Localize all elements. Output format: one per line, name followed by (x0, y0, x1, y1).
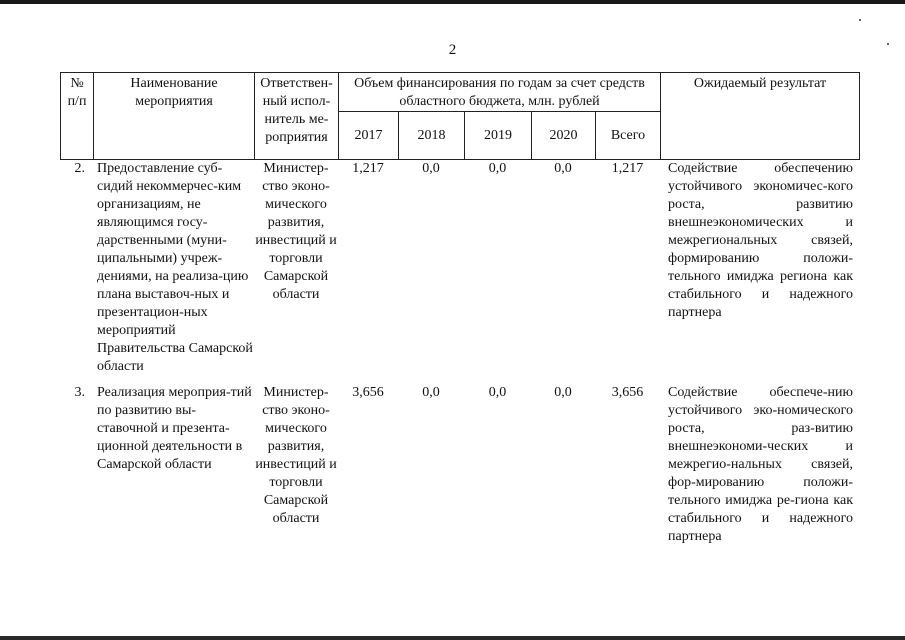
row-number: 2. (74, 161, 85, 176)
table-row (60, 384, 859, 546)
header-year-2019: 2019 (465, 112, 532, 160)
row-value-2017: 3,656 (352, 385, 384, 400)
table-header (60, 72, 860, 160)
header-total: Всего (596, 112, 661, 160)
row-result: Содействие обеспечению устойчивого экономичес-кого роста, развитию внешнеэкономических и межрегиональных связей, формированию положи-тельного имиджа региона как стабильного и надежного партнера (668, 161, 853, 320)
header-financing: Объем финансирования по годам за счет средств областного бюджета, млн. рублей (339, 73, 661, 112)
table-row (60, 160, 859, 376)
row-value-2020: 0,0 (554, 385, 572, 400)
scan-top-edge (0, 0, 905, 4)
header-year-2017: 2017 (339, 112, 399, 160)
row-value-2019: 0,0 (488, 385, 507, 400)
row-responsible: Министер-ство эконо-мического развития, инвестиций и торговли Самарской области (255, 385, 337, 526)
header-responsible: Ответствен-ный испол-нитель ме-роприятия (255, 73, 339, 160)
row-name: Реализация мероприя-тий по развитию вы-ставочной и презента-ционной деятельности в Самарской области (97, 385, 252, 472)
scan-bottom-edge (0, 636, 905, 640)
scan-speck (859, 19, 861, 21)
row-value-2020: 0,0 (554, 161, 572, 176)
row-name: Предоставление суб-сидий некоммерчес-ким организациям, не являющимся госу-дарственными (муни-ципальными) учреж-дениями, на реализа-цию плана выставоч-ных и презентацион-ных мероприятий Правительства Самарской области (97, 161, 253, 374)
row-number: 3. (74, 385, 85, 400)
row-value-2018: 0,0 (422, 161, 440, 176)
header-year-2020: 2020 (532, 112, 596, 160)
row-value-total: 1,217 (611, 161, 644, 176)
row-responsible: Министер-ство эконо-мического развития, инвестиций и торговли Самарской области (255, 161, 337, 302)
header-num: № п/п (61, 73, 94, 160)
page-number: 2 (448, 42, 457, 58)
row-value-total: 3,656 (611, 385, 644, 400)
row-value-2019: 0,0 (488, 161, 507, 176)
header-year-2018: 2018 (399, 112, 465, 160)
header-result: Ожидаемый результат (661, 73, 860, 160)
row-value-2018: 0,0 (422, 385, 440, 400)
row-value-2017: 1,217 (352, 161, 384, 176)
row-result: Содействие обеспече-нию устойчивого эко-номического роста, раз-витию внешнеэкономи-ческих и межрегио-нальных связей, фор-мированию положи-тельного имиджа ре-гиона как стабильного и надежного партнера (668, 385, 853, 544)
header-name: Наименование мероприятия (94, 73, 255, 160)
